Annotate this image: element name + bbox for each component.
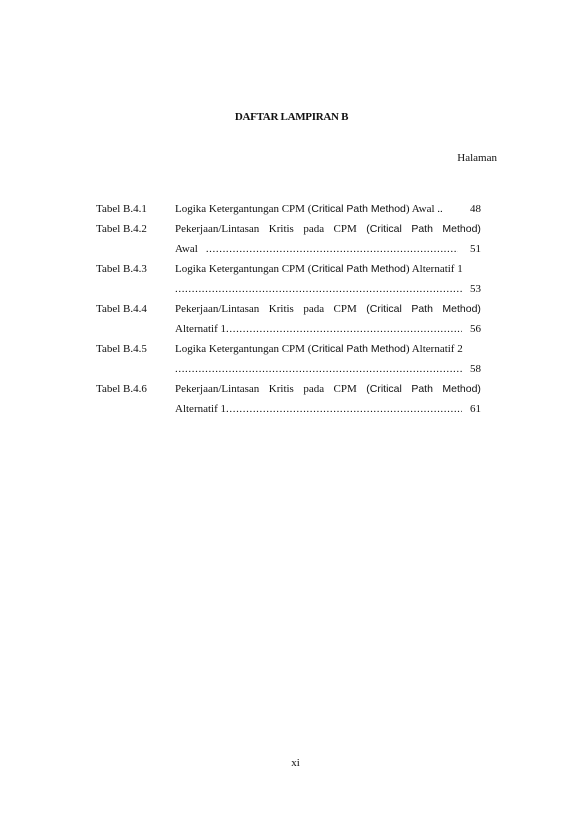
entry-title-em: Critical Path Method	[311, 203, 406, 215]
entry-label: Tabel B.4.5	[96, 343, 147, 355]
entry-word: Path	[411, 223, 433, 235]
entry-label: Tabel B.4.4	[96, 303, 147, 315]
entry-title-line2: Alternatif 1	[175, 403, 227, 415]
entry-word: Pekerjaan/Lintasan	[175, 383, 260, 395]
entry-word: (Critical	[366, 383, 402, 395]
entry-word: pada	[303, 223, 325, 235]
entry-title-post: ) Alternatif 1	[405, 263, 463, 275]
entry-title-pre: Logika Ketergantungan CPM (	[175, 203, 312, 215]
entry-title-line2: Alternatif 1	[175, 323, 227, 335]
dot-leader	[175, 281, 462, 297]
dot-leader	[175, 361, 462, 377]
entry-continuation	[175, 281, 481, 297]
entry-label: Tabel B.4.6	[96, 383, 147, 395]
list-item[interactable]	[175, 301, 481, 317]
entry-word: (Critical	[366, 223, 402, 235]
list-item[interactable]	[175, 261, 481, 277]
entry-word: CPM	[333, 223, 357, 235]
entry-continuation	[175, 401, 481, 417]
entry-word: Kritis	[268, 223, 294, 235]
entry-title-pre: Logika Ketergantungan CPM (	[175, 263, 312, 275]
dot-leader	[226, 401, 462, 417]
entry-word: Pekerjaan/Lintasan	[175, 303, 260, 315]
entry-word: Path	[411, 303, 433, 315]
entry-label: Tabel B.4.2	[96, 223, 147, 235]
entry-word: CPM	[333, 303, 357, 315]
entry-word: Pekerjaan/Lintasan	[175, 223, 260, 235]
list-item[interactable]	[175, 201, 481, 217]
list-item[interactable]	[175, 221, 481, 237]
entry-word: pada	[303, 383, 325, 395]
entry-word: Kritis	[268, 383, 294, 395]
entry-word: Path	[411, 383, 433, 395]
entry-page-number: 51	[470, 243, 481, 255]
entry-title-em: Critical Path Method	[311, 343, 406, 355]
entry-title-line2: Awal	[175, 243, 198, 255]
entry-word: Kritis	[268, 303, 294, 315]
entry-word: CPM	[333, 383, 357, 395]
entry-page-number: 53	[470, 283, 481, 295]
entry-page-number: 58	[470, 363, 481, 375]
entry-continuation	[175, 321, 481, 337]
entry-label: Tabel B.4.3	[96, 263, 147, 275]
entry-word: pada	[303, 303, 325, 315]
entry-word: Method)	[442, 303, 481, 315]
entry-page-number: 56	[470, 323, 481, 335]
page-title: DAFTAR LAMPIRAN B	[234, 111, 349, 123]
list-item[interactable]	[175, 341, 481, 357]
dot-leader	[206, 241, 458, 257]
page-number-footer: xi	[291, 757, 300, 769]
entry-label: Tabel B.4.1	[96, 203, 147, 215]
entry-title-pre: Logika Ketergantungan CPM (	[175, 343, 312, 355]
entry-title-post: ) Alternatif 2	[405, 343, 463, 355]
entry-word: Method)	[442, 383, 481, 395]
page-column-header: Halaman	[457, 152, 497, 164]
entry-title-em: Critical Path Method	[311, 263, 406, 275]
entry-title-post: ) Awal ..	[405, 203, 443, 215]
entry-continuation	[175, 241, 481, 257]
entry-page-number: 61	[470, 403, 481, 415]
entry-word: Method)	[442, 223, 481, 235]
entry-page-number: 48	[470, 203, 481, 215]
list-item[interactable]	[175, 381, 481, 397]
entry-continuation	[175, 361, 481, 377]
dot-leader	[226, 321, 462, 337]
entry-word: (Critical	[366, 303, 402, 315]
